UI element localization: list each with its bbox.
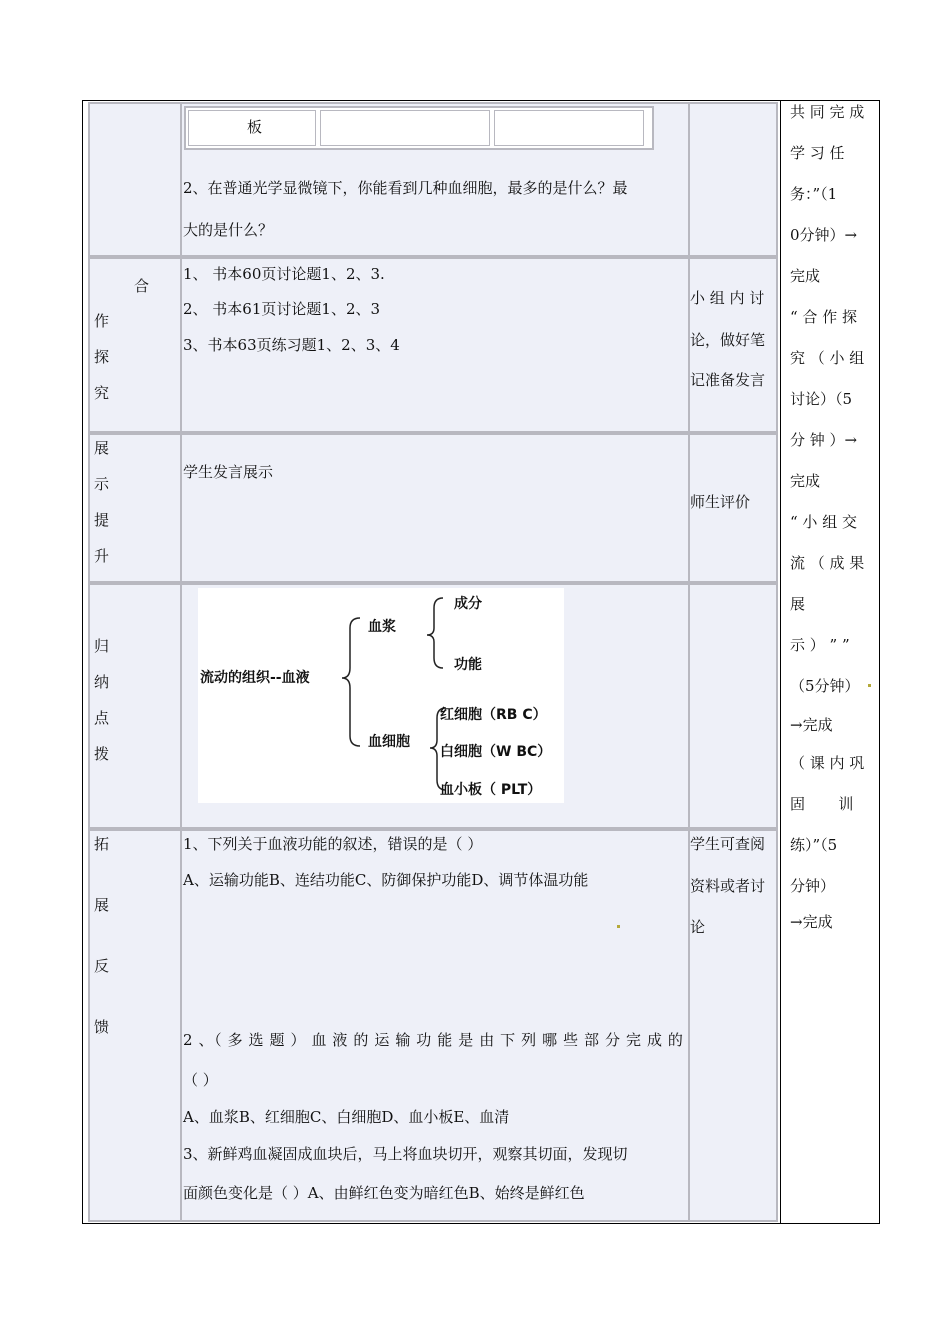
cooperate-item-2: 2、 书本61页讨论题1、2、3 (183, 300, 381, 318)
section-label: 归 (94, 637, 110, 655)
blood-concept-diagram (198, 588, 564, 803)
inner-table (184, 106, 654, 150)
process-line: →完成 (790, 716, 833, 734)
extend-note-line-1: 学生可查阅 (690, 835, 766, 853)
section-label: 纳 (94, 673, 110, 691)
section-label: 拨 (94, 745, 110, 763)
process-line: 究 （ 小 组 (790, 349, 865, 367)
extend-note-line-3: 论 (690, 918, 706, 936)
process-line: 固 训 (790, 795, 854, 813)
row-summary-note-cell (688, 583, 778, 829)
diagram-cell-child: 血小板（ PLT） (440, 782, 542, 798)
extend-question-2-line-2: （ ） (183, 1071, 218, 1089)
process-line: “ 合 作 探 (790, 308, 857, 326)
question-2-line-2: 大的是什么？ (183, 221, 274, 239)
diagram-cell-child: 白细胞（W BC） (440, 744, 552, 760)
process-line: （5分钟） (790, 677, 860, 695)
process-line: 完成 (790, 267, 821, 285)
section-label: 提 (94, 511, 110, 529)
section-label: 馈 (94, 1018, 110, 1036)
extend-question-1-options: A、运输功能B、连结功能C、防御保护功能D、调节体温功能 (183, 871, 589, 889)
stray-mark (617, 925, 620, 928)
section-label: 拓 (94, 835, 110, 853)
diagram-root: 流动的组织--血液 (200, 670, 310, 686)
row-top-note-cell (688, 102, 778, 257)
row-top-label-cell (88, 102, 182, 257)
diagram-cell-child: 红细胞（RB C） (440, 707, 547, 723)
section-label: 升 (94, 547, 110, 565)
process-line: （ 课 内 巩 (790, 754, 865, 772)
extend-question-2-line-1: 2 、（ 多 选 题 ） 血 液 的 运 输 功 能 是 由 下 列 哪 些 部 分 完 成 的 (183, 1031, 684, 1049)
extend-question-1: 1、下列关于血液功能的叙述，错误的是（ ） (183, 835, 483, 853)
diagram-plasma-child: 功能 (454, 657, 482, 673)
process-line: 示 ） ” ” (790, 636, 850, 654)
process-line: 流 （ 成 果 (790, 554, 865, 572)
process-line: 共 同 完 成 (790, 103, 865, 121)
cooperate-item-1: 1、 书本60页讨论题1、2、3. (183, 265, 385, 283)
show-content: 学生发言展示 (183, 463, 274, 481)
diagram-plasma: 血浆 (368, 619, 396, 635)
cooperate-note-line-1: 小 组 内 讨 (690, 289, 765, 307)
inner-table-cell (494, 110, 644, 146)
cooperate-note-line-2: 论，做好笔 (690, 331, 766, 349)
process-steps (790, 92, 874, 937)
inner-table-cell (188, 110, 316, 146)
process-line: 完成 (790, 472, 821, 490)
cooperate-item-3: 3、书本63页练习题1、2、3、4 (183, 336, 400, 354)
show-note: 师生评价 (690, 493, 751, 511)
diagram-cells: 血细胞 (368, 734, 410, 750)
extend-question-3-line-2: 面颜色变化是（ ）A、由鲜红色变为暗红色B、始终是鲜红色 (183, 1184, 585, 1202)
section-label: 点 (94, 709, 110, 727)
process-line: 练）”（5 (790, 836, 838, 854)
process-line: →完成 (790, 913, 833, 931)
section-label: 展 (94, 896, 110, 914)
section-label: 探 (94, 348, 110, 366)
process-line: 0分钟）→ (790, 226, 858, 244)
section-label: 合 (134, 277, 150, 295)
inner-table-label: 板 (247, 118, 263, 136)
diagram-plasma-child: 成分 (454, 596, 482, 612)
extend-question-3-line-1: 3、新鲜鸡血凝固成血块后，马上将血块切开，观察其切面，发现切 (183, 1145, 628, 1163)
extend-note-line-2: 资料或者讨 (690, 877, 766, 895)
section-label: 究 (94, 384, 110, 402)
inner-table-cell (320, 110, 490, 146)
question-2-line-1: 2、在普通光学显微镜下，你能看到几种血细胞，最多的是什么？最 (183, 179, 628, 197)
section-label: 作 (94, 312, 110, 330)
process-line: 分 钟 ）→ (790, 431, 858, 449)
process-line: 学 习 任 (790, 144, 845, 162)
process-line: “ 小 组 交 (790, 513, 857, 531)
section-label: 反 (94, 957, 110, 975)
process-line: 讨论）（5 (790, 390, 853, 408)
process-line: 分钟） (790, 877, 836, 895)
section-label: 示 (94, 475, 110, 493)
process-line: 展 (790, 595, 806, 613)
process-line: 务：”（1 (790, 185, 838, 203)
extend-question-2-options: A、血浆B、红细胞C、白细胞D、血小板E、血清 (183, 1108, 510, 1126)
cooperate-note-line-3: 记准备发言 (690, 371, 766, 389)
section-label: 展 (94, 439, 110, 457)
